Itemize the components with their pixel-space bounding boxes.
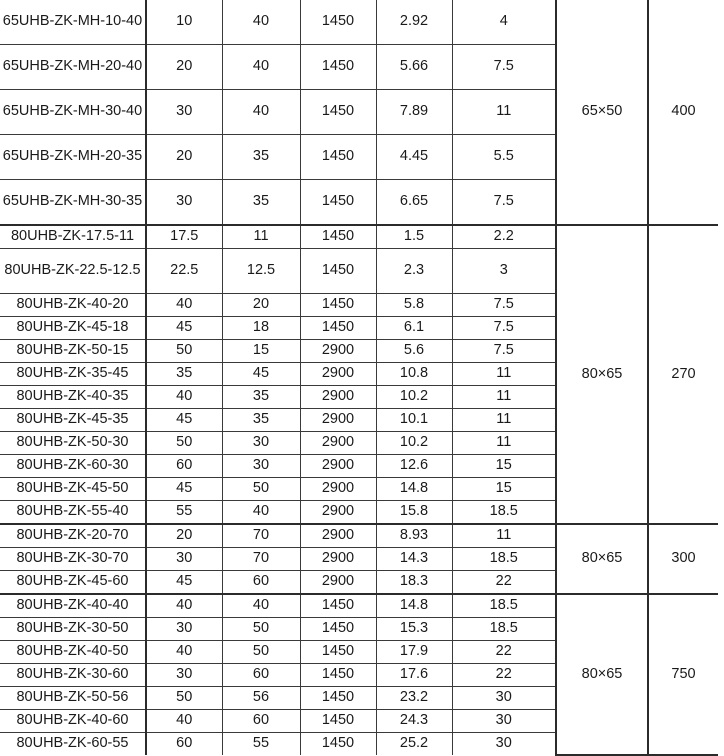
flow-cell: 55	[146, 501, 222, 525]
power-cell: 10.2	[376, 432, 452, 455]
pump-model-cell: 80UHB-ZK-55-40	[0, 501, 146, 525]
speed-cell: 2900	[300, 409, 376, 432]
pump-model-cell: 80UHB-ZK-30-60	[0, 664, 146, 687]
speed-cell: 1450	[300, 225, 376, 249]
head-cell: 35	[222, 180, 300, 226]
table-row	[0, 594, 718, 618]
flow-cell: 17.5	[146, 225, 222, 249]
power-cell: 17.9	[376, 641, 452, 664]
motor-power-cell: 11	[452, 90, 556, 135]
flow-cell: 50	[146, 687, 222, 710]
motor-power-cell: 7.5	[452, 45, 556, 90]
speed-cell: 2900	[300, 548, 376, 571]
motor-power-cell: 11	[452, 409, 556, 432]
speed-cell: 2900	[300, 501, 376, 525]
head-cell: 70	[222, 524, 300, 548]
head-cell: 20	[222, 294, 300, 317]
flow-cell: 40	[146, 641, 222, 664]
flow-cell: 20	[146, 524, 222, 548]
motor-power-cell: 22	[452, 664, 556, 687]
head-cell: 60	[222, 571, 300, 595]
power-cell: 4.45	[376, 135, 452, 180]
table-row	[0, 0, 718, 45]
motor-power-cell: 22	[452, 641, 556, 664]
motor-power-cell: 15	[452, 455, 556, 478]
flow-cell: 60	[146, 733, 222, 756]
speed-cell: 1450	[300, 45, 376, 90]
speed-cell: 1450	[300, 710, 376, 733]
power-cell: 25.2	[376, 733, 452, 756]
table-row	[0, 524, 718, 548]
speed-cell: 1450	[300, 0, 376, 45]
motor-power-cell: 7.5	[452, 317, 556, 340]
power-cell: 15.3	[376, 618, 452, 641]
pump-model-cell: 80UHB-ZK-22.5-12.5	[0, 249, 146, 294]
pump-model-cell: 80UHB-ZK-30-70	[0, 548, 146, 571]
motor-power-cell: 2.2	[452, 225, 556, 249]
head-cell: 30	[222, 432, 300, 455]
weight-cell: 270	[648, 225, 718, 524]
speed-cell: 2900	[300, 432, 376, 455]
pump-model-cell: 65UHB-ZK-MH-10-40	[0, 0, 146, 45]
motor-power-cell: 30	[452, 687, 556, 710]
motor-power-cell: 7.5	[452, 340, 556, 363]
speed-cell: 2900	[300, 571, 376, 595]
inlet-outlet-size-cell: 80×65	[556, 524, 648, 594]
flow-cell: 30	[146, 90, 222, 135]
motor-power-cell: 18.5	[452, 618, 556, 641]
speed-cell: 2900	[300, 386, 376, 409]
power-cell: 14.3	[376, 548, 452, 571]
motor-power-cell: 11	[452, 386, 556, 409]
flow-cell: 40	[146, 710, 222, 733]
head-cell: 35	[222, 409, 300, 432]
head-cell: 60	[222, 664, 300, 687]
weight-cell: 400	[648, 0, 718, 225]
flow-cell: 40	[146, 294, 222, 317]
head-cell: 50	[222, 618, 300, 641]
pump-model-cell: 65UHB-ZK-MH-20-40	[0, 45, 146, 90]
head-cell: 40	[222, 90, 300, 135]
flow-cell: 40	[146, 386, 222, 409]
pump-model-cell: 80UHB-ZK-45-50	[0, 478, 146, 501]
flow-cell: 30	[146, 180, 222, 226]
power-cell: 10.1	[376, 409, 452, 432]
flow-cell: 45	[146, 571, 222, 595]
speed-cell: 2900	[300, 524, 376, 548]
flow-cell: 30	[146, 618, 222, 641]
power-cell: 1.5	[376, 225, 452, 249]
head-cell: 35	[222, 135, 300, 180]
pump-model-cell: 80UHB-ZK-40-40	[0, 594, 146, 618]
power-cell: 18.3	[376, 571, 452, 595]
head-cell: 50	[222, 641, 300, 664]
pump-model-cell: 80UHB-ZK-40-60	[0, 710, 146, 733]
inlet-outlet-size-cell: 80×65	[556, 225, 648, 524]
head-cell: 40	[222, 0, 300, 45]
flow-cell: 35	[146, 363, 222, 386]
motor-power-cell: 11	[452, 363, 556, 386]
power-cell: 2.3	[376, 249, 452, 294]
pump-model-cell: 80UHB-ZK-40-35	[0, 386, 146, 409]
head-cell: 11	[222, 225, 300, 249]
motor-power-cell: 7.5	[452, 294, 556, 317]
pump-model-cell: 80UHB-ZK-35-45	[0, 363, 146, 386]
motor-power-cell: 18.5	[452, 594, 556, 618]
pump-model-cell: 80UHB-ZK-45-60	[0, 571, 146, 595]
speed-cell: 1450	[300, 687, 376, 710]
speed-cell: 1450	[300, 180, 376, 226]
weight-cell: 750	[648, 594, 718, 755]
motor-power-cell: 18.5	[452, 501, 556, 525]
power-cell: 5.6	[376, 340, 452, 363]
motor-power-cell: 18.5	[452, 548, 556, 571]
speed-cell: 1450	[300, 733, 376, 756]
pump-model-cell: 65UHB-ZK-MH-20-35	[0, 135, 146, 180]
head-cell: 50	[222, 478, 300, 501]
flow-cell: 20	[146, 135, 222, 180]
power-cell: 14.8	[376, 594, 452, 618]
pump-model-cell: 80UHB-ZK-20-70	[0, 524, 146, 548]
head-cell: 12.5	[222, 249, 300, 294]
pump-model-cell: 80UHB-ZK-50-30	[0, 432, 146, 455]
head-cell: 40	[222, 501, 300, 525]
speed-cell: 1450	[300, 641, 376, 664]
speed-cell: 1450	[300, 618, 376, 641]
speed-cell: 1450	[300, 249, 376, 294]
power-cell: 7.89	[376, 90, 452, 135]
speed-cell: 1450	[300, 90, 376, 135]
flow-cell: 10	[146, 0, 222, 45]
inlet-outlet-size-cell: 80×65	[556, 594, 648, 755]
motor-power-cell: 3	[452, 249, 556, 294]
pump-model-cell: 80UHB-ZK-40-20	[0, 294, 146, 317]
head-cell: 30	[222, 455, 300, 478]
flow-cell: 22.5	[146, 249, 222, 294]
speed-cell: 1450	[300, 294, 376, 317]
flow-cell: 20	[146, 45, 222, 90]
pump-model-cell: 80UHB-ZK-50-15	[0, 340, 146, 363]
inlet-outlet-size-cell: 65×50	[556, 0, 648, 225]
power-cell: 5.66	[376, 45, 452, 90]
flow-cell: 45	[146, 317, 222, 340]
flow-cell: 30	[146, 664, 222, 687]
pump-model-cell: 65UHB-ZK-MH-30-40	[0, 90, 146, 135]
head-cell: 15	[222, 340, 300, 363]
pump-model-cell: 80UHB-ZK-60-30	[0, 455, 146, 478]
head-cell: 18	[222, 317, 300, 340]
pump-model-cell: 80UHB-ZK-17.5-11	[0, 225, 146, 249]
head-cell: 60	[222, 710, 300, 733]
speed-cell: 2900	[300, 478, 376, 501]
head-cell: 35	[222, 386, 300, 409]
power-cell: 6.1	[376, 317, 452, 340]
speed-cell: 1450	[300, 594, 376, 618]
motor-power-cell: 30	[452, 733, 556, 756]
power-cell: 5.8	[376, 294, 452, 317]
table-row	[0, 225, 718, 249]
flow-cell: 50	[146, 432, 222, 455]
pump-model-cell: 80UHB-ZK-60-55	[0, 733, 146, 756]
head-cell: 56	[222, 687, 300, 710]
motor-power-cell: 11	[452, 432, 556, 455]
pump-model-cell: 65UHB-ZK-MH-30-35	[0, 180, 146, 226]
flow-cell: 50	[146, 340, 222, 363]
motor-power-cell: 30	[452, 710, 556, 733]
power-cell: 2.92	[376, 0, 452, 45]
power-cell: 23.2	[376, 687, 452, 710]
speed-cell: 1450	[300, 317, 376, 340]
power-cell: 14.8	[376, 478, 452, 501]
head-cell: 70	[222, 548, 300, 571]
weight-cell: 300	[648, 524, 718, 594]
flow-cell: 40	[146, 594, 222, 618]
speed-cell: 2900	[300, 340, 376, 363]
head-cell: 55	[222, 733, 300, 756]
power-cell: 10.2	[376, 386, 452, 409]
pump-model-cell: 80UHB-ZK-30-50	[0, 618, 146, 641]
speed-cell: 2900	[300, 363, 376, 386]
power-cell: 6.65	[376, 180, 452, 226]
pump-model-cell: 80UHB-ZK-45-18	[0, 317, 146, 340]
speed-cell: 1450	[300, 664, 376, 687]
flow-cell: 60	[146, 455, 222, 478]
motor-power-cell: 4	[452, 0, 556, 45]
flow-cell: 45	[146, 478, 222, 501]
power-cell: 12.6	[376, 455, 452, 478]
motor-power-cell: 7.5	[452, 180, 556, 226]
flow-cell: 45	[146, 409, 222, 432]
pump-model-cell: 80UHB-ZK-40-50	[0, 641, 146, 664]
motor-power-cell: 22	[452, 571, 556, 595]
power-cell: 17.6	[376, 664, 452, 687]
motor-power-cell: 15	[452, 478, 556, 501]
power-cell: 10.8	[376, 363, 452, 386]
power-cell: 15.8	[376, 501, 452, 525]
head-cell: 40	[222, 45, 300, 90]
power-cell: 24.3	[376, 710, 452, 733]
power-cell: 8.93	[376, 524, 452, 548]
motor-power-cell: 11	[452, 524, 556, 548]
flow-cell: 30	[146, 548, 222, 571]
speed-cell: 2900	[300, 455, 376, 478]
pump-model-cell: 80UHB-ZK-45-35	[0, 409, 146, 432]
head-cell: 45	[222, 363, 300, 386]
pump-model-cell: 80UHB-ZK-50-56	[0, 687, 146, 710]
head-cell: 40	[222, 594, 300, 618]
speed-cell: 1450	[300, 135, 376, 180]
motor-power-cell: 5.5	[452, 135, 556, 180]
